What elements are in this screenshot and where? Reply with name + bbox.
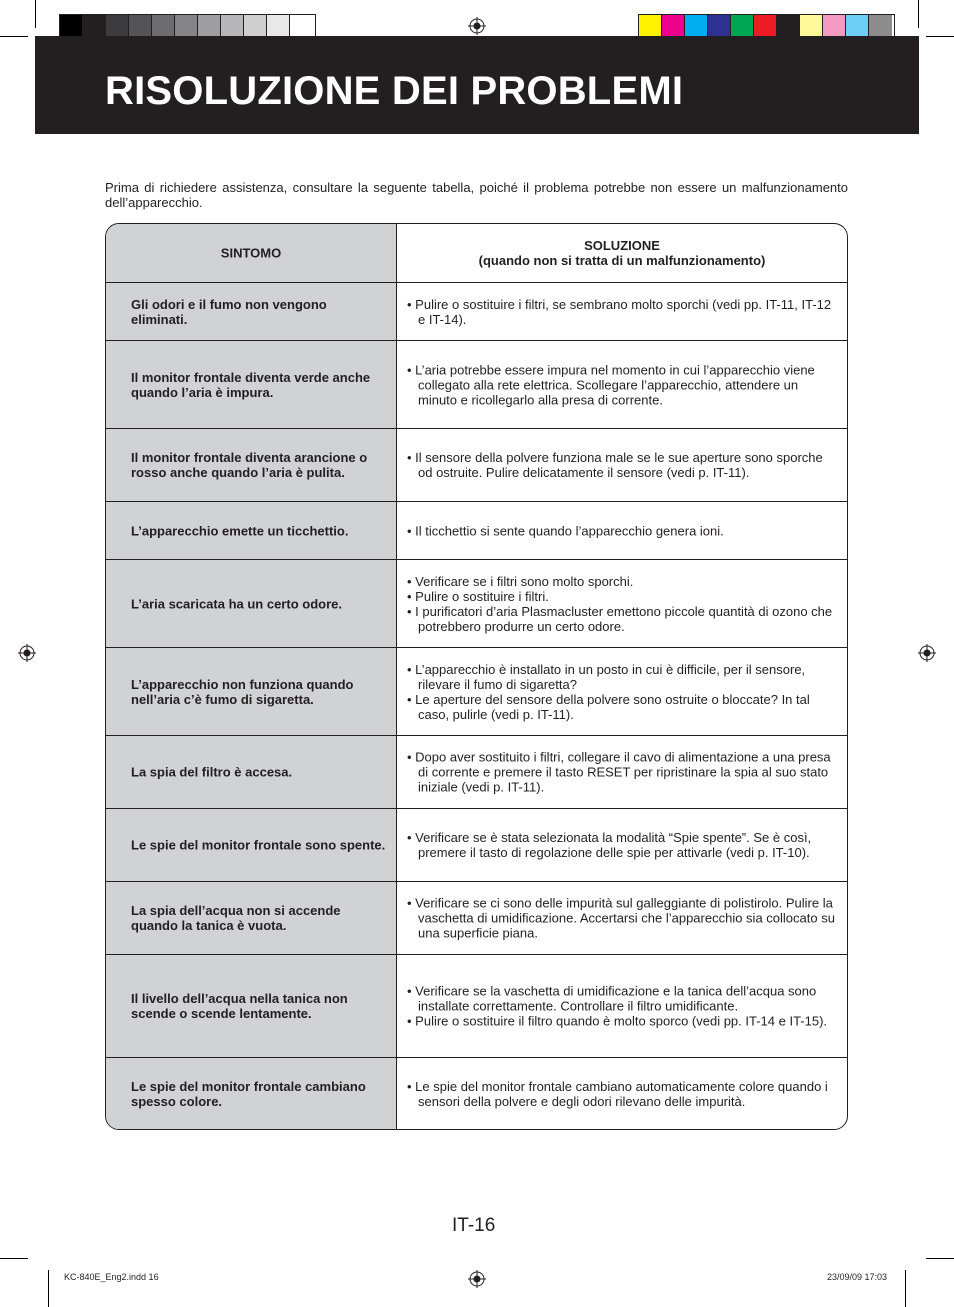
symptom-cell: L’apparecchio emette un ticchettio. — [131, 523, 349, 538]
solution-cell — [407, 896, 837, 941]
table-row — [106, 428, 847, 501]
solution-item: • L’apparecchio è installato in un posto in cui è difficile, per il sensore, rilevare il fumo di sigaretta? — [407, 662, 837, 692]
symptom-cell: Il monitor frontale diventa arancione o rosso anche quando l’aria è pulita. — [131, 450, 368, 480]
solution-cell — [407, 1079, 837, 1109]
solution-cell — [407, 297, 837, 327]
solution-cell — [407, 362, 837, 407]
solution-cell — [407, 750, 837, 795]
table-row — [106, 501, 847, 559]
table-row — [106, 954, 847, 1057]
table-row — [106, 340, 847, 428]
color-swatch — [221, 15, 244, 36]
crop-mark — [905, 1270, 906, 1307]
color-swatch — [823, 15, 846, 36]
title-banner — [35, 36, 919, 134]
solution-item: • Verificare se ci sono delle impurità sul galleggiante di polistirolo. Pulire la vaschetta di umidificazione. Accertarsi che l’apparecchio sia collocato su una superficie piana. — [407, 896, 837, 941]
color-swatch — [106, 15, 129, 36]
color-swatch — [290, 15, 313, 36]
solution-header-subtitle: (quando non si tratta di un malfunzionamento) — [478, 253, 766, 268]
solution-item: • Il ticchettio si sente quando l’apparecchio genera ioni. — [407, 523, 837, 538]
color-swatch — [754, 15, 777, 36]
table-row — [106, 559, 847, 647]
crop-mark — [926, 1258, 954, 1259]
solution-column-header — [397, 238, 847, 268]
solution-item: • Le spie del monitor frontale cambiano automaticamente colore quando i sensori della polvere e degli odori rilevano delle impurità. — [407, 1079, 837, 1109]
crop-mark — [48, 1270, 49, 1307]
registration-mark-icon — [918, 644, 936, 662]
color-swatch — [662, 15, 685, 36]
solution-cell — [407, 523, 837, 538]
color-swatch — [152, 15, 175, 36]
solution-item: • Il sensore della polvere funziona male se le sue aperture sono sporche od ostruite. Pulire delicatamente il sensore (vedi p. IT-11). — [407, 450, 837, 480]
color-swatch — [267, 15, 290, 36]
table-row — [106, 808, 847, 881]
crop-mark — [0, 1258, 28, 1259]
color-swatch — [869, 15, 892, 36]
color-swatch — [731, 15, 754, 36]
color-swatch — [129, 15, 152, 36]
footer-filename: KC-840E_Eng2.indd 16 — [64, 1272, 159, 1282]
solution-cell — [407, 574, 837, 634]
solution-header-title: SOLUZIONE — [584, 238, 660, 253]
symptom-cell: Gli odori e il fumo non vengono eliminati. — [131, 296, 327, 327]
registration-mark-icon — [468, 1270, 486, 1288]
solution-item: • Dopo aver sostituito i filtri, collegare il cavo di alimentazione a una presa di corrente e premere il tasto RESET per ripristinare la spia al suo stato iniziale (vedi p. IT-11). — [407, 750, 837, 795]
solution-cell — [407, 450, 837, 480]
color-swatch — [198, 15, 221, 36]
color-swatch — [800, 15, 823, 36]
symptom-cell: La spia dell’acqua non si accende quando la tanica è vuota. — [131, 903, 341, 933]
symptom-cell: L’aria scaricata ha un certo odore. — [131, 596, 342, 611]
table-header-row — [106, 224, 847, 282]
crop-mark — [918, 0, 919, 28]
grayscale-color-bar — [59, 14, 316, 37]
crop-mark — [0, 36, 28, 37]
solution-item: • Pulire o sostituire i filtri, se sembrano molto sporchi (vedi pp. IT-11, IT-12 e IT-14). — [407, 297, 837, 327]
color-swatch — [83, 15, 106, 36]
solution-item: • Pulire o sostituire i filtri. — [407, 589, 837, 604]
color-swatch — [846, 15, 869, 36]
intro-paragraph: Prima di richiedere assistenza, consultare la seguente tabella, poiché il problema potrebbe non essere un malfunzionamento dell’apparecchio. — [105, 180, 848, 210]
solution-item: • Pulire o sostituire il filtro quando è molto sporco (vedi pp. IT-14 e IT-15). — [407, 1014, 837, 1029]
color-swatch — [244, 15, 267, 36]
color-swatch — [685, 15, 708, 36]
solution-item: • L’aria potrebbe essere impura nel momento in cui l’apparecchio viene collegato alla rete elettrica. Scollegare l’apparecchio, attendere un minuto e ricollegarlo alla presa di corrente. — [407, 362, 837, 407]
solution-cell — [407, 984, 837, 1029]
registration-mark-icon — [468, 17, 486, 35]
crop-mark — [926, 36, 954, 37]
table-row — [106, 881, 847, 954]
color-swatch — [777, 15, 800, 36]
table-row — [106, 647, 847, 735]
process-color-bar — [638, 14, 895, 37]
solution-cell — [407, 662, 837, 722]
troubleshooting-table — [105, 223, 848, 1130]
symptom-cell: Le spie del monitor frontale sono spente. — [131, 837, 386, 853]
symptom-cell: L’apparecchio non funziona quando nell’aria c’è fumo di sigaretta. — [131, 676, 354, 707]
solution-item: • Verificare se la vaschetta di umidificazione e la tanica dell’acqua sono installate correttamente. Controllare il filtro umidificante. — [407, 984, 837, 1014]
solution-item: • I purificatori d’aria Plasmacluster emettono piccole quantità di ozono che potrebbero produrre un certo odore. — [407, 604, 837, 634]
symptom-column-header: SINTOMO — [220, 245, 282, 261]
registration-mark-icon — [18, 644, 36, 662]
color-swatch — [60, 15, 83, 36]
table-row — [106, 735, 847, 808]
crop-mark — [35, 0, 36, 28]
solution-cell — [407, 830, 837, 860]
page-title: RISOLUZIONE DEI PROBLEMI — [105, 69, 684, 113]
color-swatch — [708, 15, 731, 36]
solution-item: • Verificare se i filtri sono molto sporchi. — [407, 574, 837, 589]
symptom-cell: La spia del filtro è accesa. — [131, 764, 293, 780]
symptom-cell: Le spie del monitor frontale cambiano spesso colore. — [131, 1079, 366, 1109]
color-swatch — [175, 15, 198, 36]
page-number: IT-16 — [452, 1215, 496, 1236]
symptom-cell: Il monitor frontale diventa verde anche quando l’aria è impura. — [131, 369, 371, 400]
symptom-cell: Il livello dell’acqua nella tanica non scende o scende lentamente. — [131, 991, 348, 1021]
solution-item: • Le aperture del sensore della polvere sono ostruite o bloccate? In tal caso, pulirle (vedi p. IT-11). — [407, 692, 837, 722]
table-row — [106, 282, 847, 340]
solution-item: • Verificare se è stata selezionata la modalità “Spie spente”. Se è così, premere il tasto di regolazione delle spie per attivarle (vedi p. IT-10). — [407, 830, 837, 860]
footer-datetime: 23/09/09 17:03 — [827, 1272, 888, 1282]
color-swatch — [639, 15, 662, 36]
table-row — [106, 1057, 847, 1130]
